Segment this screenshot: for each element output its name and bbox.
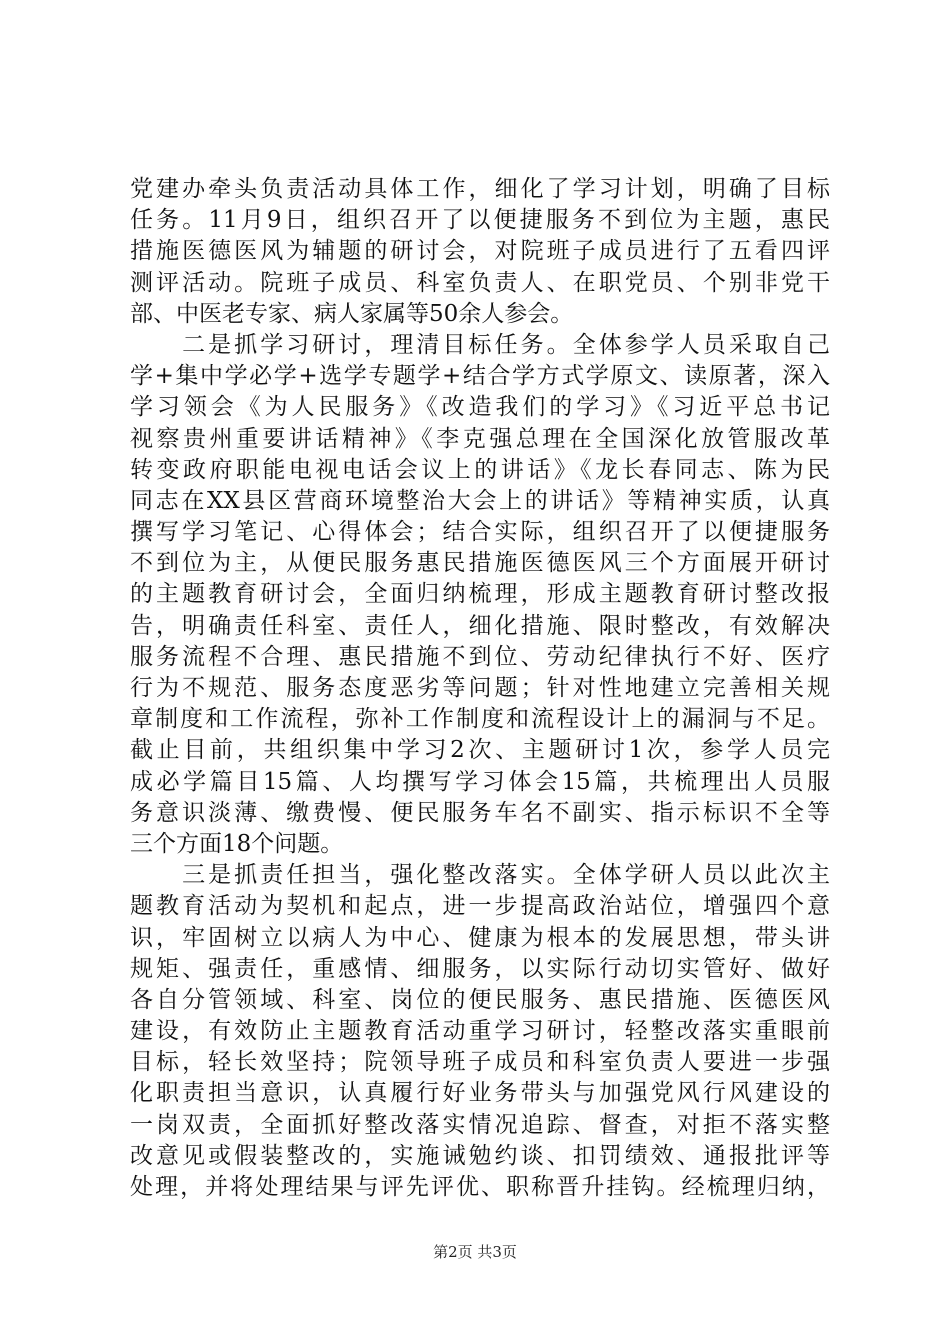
text-line: 务意识淡薄、缴费慢、便民服务车名不副实、指示标识不全等: [130, 799, 830, 826]
text-line: 撰写学习笔记、心得体会；结合实际，组织召开了以便捷服务: [130, 519, 830, 546]
text-line: 行为不规范、服务态度恶劣等问题；针对性地建立完善相关规: [130, 675, 830, 701]
text-line: 测评活动。院班子成员、科室负责人、在职党员、个别非党干: [130, 269, 830, 296]
text-line: 截止目前，共组织集中学习2次、主题研讨1次，参学人员完: [130, 737, 830, 764]
text-line: 的主题教育研讨会，全面归纳梳理，形成主题教育研讨整改报: [130, 581, 830, 608]
text-line: 章制度和工作流程，弥补工作制度和流程设计上的漏洞与不足。: [130, 706, 830, 733]
text-line: 不到位为主，从便民服务惠民措施医德医风三个方面展开研讨: [130, 550, 830, 577]
document-body: [130, 174, 830, 1203]
text-line: 规矩、强责任，重感情、细服务，以实际行动切实管好、做好: [130, 955, 830, 982]
text-line: 成必学篇目15篇、人均撰写学习体会15篇，共梳理出人员服: [130, 768, 830, 795]
text-line: 同志在XX县区营商环境整治大会上的讲话》等精神实质，认真: [130, 487, 830, 514]
text-line: 化职责担当意识，认真履行好业务带头与加强党风行风建设的: [130, 1080, 830, 1107]
text-line: 学习领会《为人民服务》《改造我们的学习》《习近平总书记: [130, 394, 830, 421]
text-line: 告，明确责任科室、责任人，细化措施、限时整改，有效解决: [130, 612, 830, 639]
text-line: 党建办牵头负责活动具体工作，细化了学习计划，明确了目标: [130, 176, 830, 202]
text-line: 题教育活动为契机和起点，进一步提高政治站位，增强四个意: [130, 893, 830, 920]
text-line: 二是抓学习研讨，理清目标任务。全体参学人员采取自己: [130, 331, 830, 358]
text-line: 学+集中学必学+选学专题学+结合学方式学原文、读原著，深入: [130, 363, 830, 390]
text-line: 识，牢固树立以病人为中心、健康为根本的发展思想，带头讲: [130, 924, 830, 951]
text-line: 目标，轻长效坚持；院领导班子成员和科室负责人要进一步强: [130, 1049, 830, 1076]
text-line: 各自分管领域、科室、岗位的便民服务、惠民措施、医德医风: [130, 986, 830, 1013]
text-line: 改意见或假装整改的，实施诫勉约谈、扣罚绩效、通报批评等: [130, 1142, 830, 1169]
text-line: 服务流程不合理、惠民措施不到位、劳动纪律执行不好、医疗: [130, 643, 830, 670]
text-line: 三个方面18个问题。: [130, 830, 344, 857]
text-line: 部、中医老专家、病人家属等50余人参会。: [130, 300, 574, 327]
text-line: 建设，有效防止主题教育活动重学习研讨，轻整改落实重眼前: [130, 1018, 830, 1045]
text-line: 一岗双责，全面抓好整改落实情况追踪、督查，对拒不落实整: [130, 1111, 830, 1138]
text-line: 视察贵州重要讲话精神》《李克强总理在全国深化放管服改革: [130, 425, 830, 452]
text-line: 转变政府职能电视电话会议上的讲话》《龙长春同志、陈为民: [130, 456, 830, 483]
text-line: 三是抓责任担当，强化整改落实。全体学研人员以此次主: [130, 862, 830, 889]
text-line: 处理，并将处理结果与评先评优、职称晋升挂钩。经梳理归纳，: [130, 1174, 830, 1200]
text-line: 任务。11月9日，组织召开了以便捷服务不到位为主题，惠民: [130, 207, 830, 234]
page-footer: 第2页 共3页: [433, 1243, 517, 1261]
text-line: 措施医德医风为辅题的研讨会，对院班子成员进行了五看四评: [130, 238, 830, 265]
